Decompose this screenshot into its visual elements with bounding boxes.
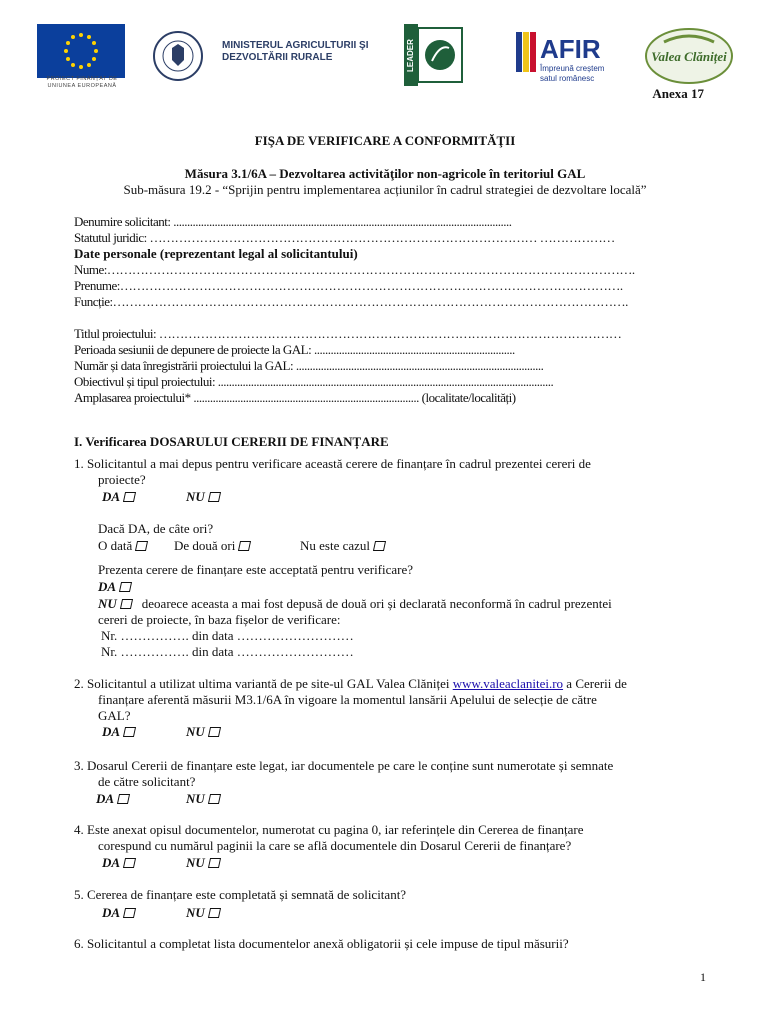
nu-label: NU (186, 855, 205, 870)
question-1-line-2: proiecte? (98, 472, 146, 487)
svg-text:AFIR: AFIR (540, 34, 601, 64)
q1-da-option[interactable] (102, 489, 135, 505)
document-title: FIŞA DE VERIFICARE A CONFORMITĂŢII (254, 133, 516, 148)
q5-nu-option[interactable] (186, 905, 220, 921)
ministry-line-1: MINISTERUL AGRICULTURII ŞI (222, 40, 369, 51)
government-seal-logo (152, 30, 204, 82)
section-i-heading: I. Verificarea DOSARULUI CERERII DE FINANȚARE (74, 434, 389, 449)
checkbox-icon[interactable] (208, 727, 221, 737)
q3-nu-option[interactable] (186, 791, 220, 807)
da-label: DA (96, 791, 115, 806)
checkbox-icon[interactable] (123, 858, 136, 868)
measure-title: Măsura 3.1/6A – Dezvoltarea activităţilor non-agricole în teritoriul GAL (184, 166, 586, 181)
checkbox-icon[interactable] (208, 492, 221, 502)
svg-text:satul românesc: satul românesc (540, 74, 595, 83)
q1-daca-da: Dacă DA, de câte ori? (98, 521, 214, 536)
q4-da-option[interactable] (102, 855, 135, 871)
afir-logo (516, 26, 616, 90)
svg-text:Împreună creștem: Împreună creștem (540, 64, 605, 73)
checkbox-icon[interactable] (238, 541, 251, 551)
q2-nu-option[interactable] (186, 724, 220, 740)
q1-nu-option[interactable] (186, 489, 220, 505)
field-amplasarea: Amplasarea proiectului* .................................................................................. (localitate/localități) (74, 390, 516, 405)
checkbox-icon[interactable] (208, 794, 221, 804)
q3-da-option[interactable] (96, 791, 129, 807)
checkbox-icon[interactable] (123, 727, 136, 737)
da-label: DA (102, 905, 121, 920)
checkbox-icon[interactable] (117, 794, 130, 804)
q1-nu-este-cazul-option[interactable] (300, 538, 385, 554)
da-label: DA (98, 579, 117, 594)
nu-label: NU (186, 489, 205, 504)
q5-da-option[interactable] (102, 905, 135, 921)
field-functie: Funcție:……………………………………………………………………………………………………………. (74, 294, 628, 309)
checkbox-icon[interactable] (120, 599, 133, 609)
checkbox-icon[interactable] (123, 492, 136, 502)
q1-nu-reason-line-1: deoarece aceasta a mai fost depusă de două ori și declarată neconformă în cadrul prezentei (141, 596, 612, 611)
checkbox-icon[interactable] (119, 582, 132, 592)
q1b-da-option[interactable] (98, 579, 131, 595)
field-obiectiv-tip: Obiectivul și tipul proiectului: .......................................................................................................................... (74, 374, 554, 389)
field-denumire-solicitant: Denumire solicitant: ........................................................................................................................... (74, 214, 512, 229)
field-numar-data-inregistrare: Număr și data înregistrării proiectului la GAL: .......................................................................................... (74, 358, 544, 373)
checkbox-icon[interactable] (373, 541, 386, 551)
question-5-line-1: 5. Cererea de finanțare este completată și semnată de solicitant? (74, 887, 407, 902)
q1-nr-line-1: Nr. ……………. din data ……………………… (101, 628, 354, 643)
da-label: DA (102, 489, 121, 504)
q2-da-option[interactable] (102, 724, 135, 740)
q1-de-doua-ori-option[interactable] (174, 538, 250, 554)
checkbox-icon[interactable] (208, 908, 221, 918)
q1-prezenta-cerere: Prezenta cerere de finanțare este acceptată pentru verificare? (98, 562, 414, 577)
ministry-line-2: DEZVOLTĂRII RURALE (222, 52, 333, 63)
checkbox-icon[interactable] (123, 908, 136, 918)
q1-o-data-option[interactable] (98, 538, 147, 554)
question-1-line-1: 1. Solicitantul a mai depus pentru verificare această cerere de finanțare în cadrul prezentei cereri de (74, 456, 591, 471)
nu-este-cazul-label: Nu este cazul (300, 538, 371, 553)
svg-text:LEADER: LEADER (406, 39, 415, 72)
q4-nu-option[interactable] (186, 855, 220, 871)
valea-clanitei-logo (644, 26, 734, 86)
question-2-line-3: GAL? (98, 708, 131, 723)
field-prenume: Prenume:…………………………………………………………………………………………………………. (74, 278, 623, 293)
field-titlul-proiectului: Titlul proiectului: ………………………………………………………………………………………………… (74, 326, 622, 341)
da-label: DA (102, 724, 121, 739)
q1b-nu-option[interactable] (98, 596, 612, 612)
nu-label: NU (98, 596, 117, 611)
eu-flag-logo (37, 24, 125, 80)
q1-nu-reason-line-2: cereri de proiecte, în baza fișelor de verificare: (98, 612, 341, 627)
question-3-line-2: de către solicitant? (98, 774, 196, 789)
valeaclanitei-link[interactable]: www.valeaclanitei.ro (452, 676, 564, 691)
field-statut-juridic: Statutul juridic: ………………………………………………………………………………… ……………… (74, 230, 615, 245)
nu-label: NU (186, 724, 205, 739)
da-label: DA (102, 855, 121, 870)
question-6-line-1: 6. Solicitantul a completat lista documentelor anexă obligatorii și cele impuse de tipul măsurii? (74, 936, 569, 951)
submeasure-title: Sub-măsura 19.2 - “Sprijin pentru implementarea acțiunilor în cadrul strategiei de dezvoltare locală” (123, 182, 647, 197)
page-number: 1 (700, 970, 706, 984)
checkbox-icon[interactable] (208, 858, 221, 868)
field-nume: Nume:………………………………………………………………………………………………………………. (74, 262, 635, 277)
de-doua-ori-label: De două ori (174, 538, 236, 553)
leader-logo (404, 24, 464, 86)
nu-label: NU (186, 905, 205, 920)
section-date-personale: Date personale (reprezentant legal al solicitantului) (74, 246, 358, 261)
field-perioada-sesiunii: Perioada sesiunii de depunere de proiecte la GAL: ......................................................................... (74, 342, 515, 357)
eu-caption: PROIECT FINANȚAT DE UNIUNEA EUROPEANĂ (46, 76, 118, 89)
svg-text:Valea Clăniței: Valea Clăniței (651, 49, 727, 64)
q2-text-a: 2. Solicitantul a utilizat ultima variantă de pe site-ul GAL Valea Clăniței (74, 676, 453, 691)
q1-nr-line-2: Nr. ……………. din data ……………………… (101, 644, 354, 659)
ministry-name (222, 40, 368, 64)
o-data-label: O dată (98, 538, 133, 553)
question-4-line-1: 4. Este anexat opisul documentelor, numerotat cu pagina 0, iar referințele din Cererea de finanțare (74, 822, 584, 837)
checkbox-icon[interactable] (135, 541, 148, 551)
nu-label: NU (186, 791, 205, 806)
annex-label: Anexa 17 (652, 86, 704, 101)
question-2-line-2: finanțare aferentă măsurii M3.1/6A în vigoare la momentul lansării Apelului de selecție de către (98, 692, 597, 707)
question-2-line-1 (74, 676, 627, 692)
question-4-line-2: corespund cu numărul paginii la care se află documentele din Dosarul Cererii de finanțare? (98, 838, 572, 853)
question-3-line-1: 3. Dosarul Cererii de finanțare este legat, iar documentele pe care le conține sunt numerotate și semnate (74, 758, 614, 773)
q2-text-b: a Cererii de (563, 676, 627, 691)
